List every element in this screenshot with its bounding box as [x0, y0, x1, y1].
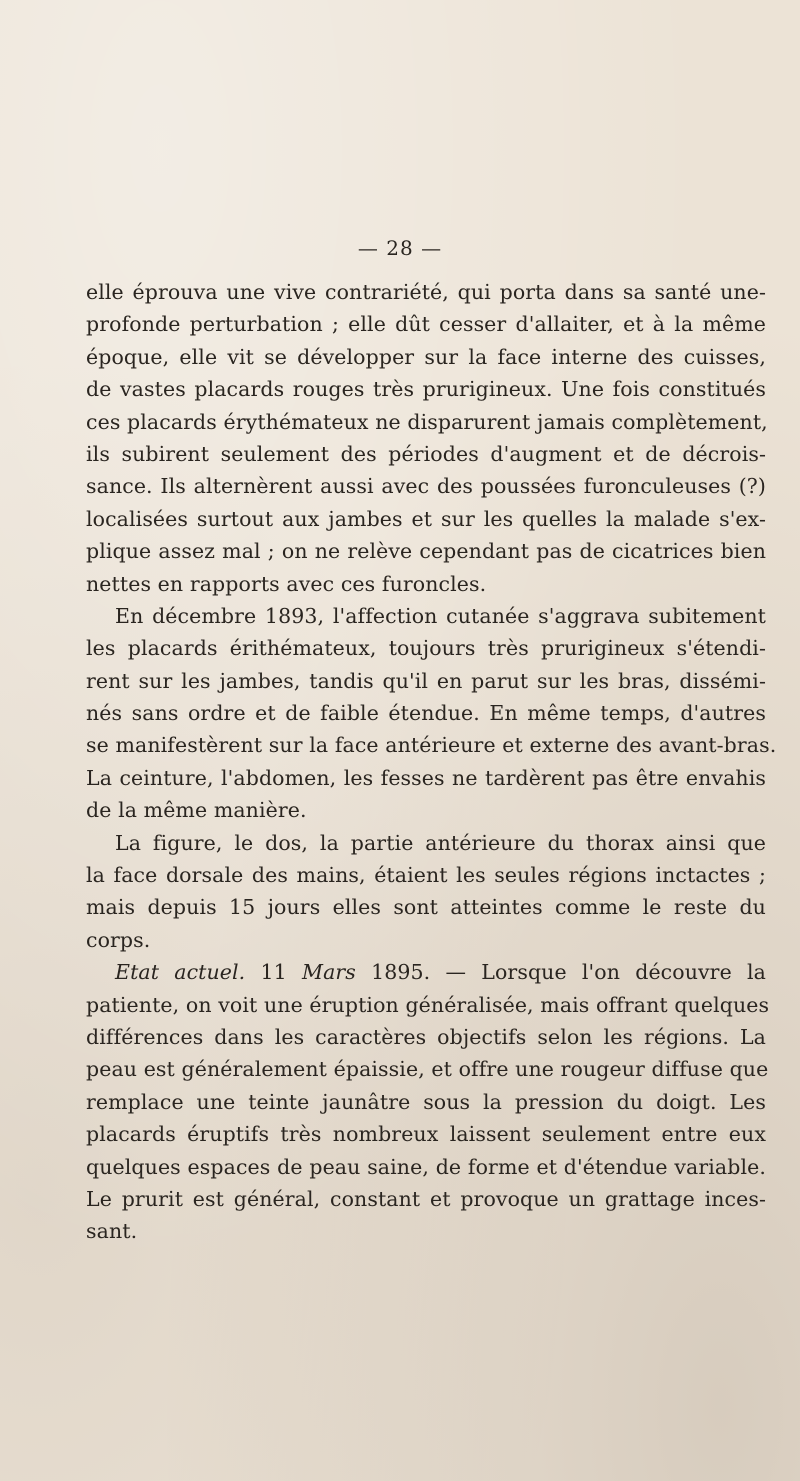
section-heading-italic: Etat actuel. — [115, 960, 246, 985]
page-number: — 28 — — [357, 236, 443, 260]
text-line: peau est généralement épaissie, et offre une rougeur diffuse que — [86, 1057, 769, 1082]
paragraph-1 — [86, 276, 766, 600]
text-line: les placards érithémateux, toujours très prurigineux s'étendi- — [86, 636, 766, 661]
text-line: nettes en rapports avec ces furoncles. — [86, 571, 487, 596]
text-line: sant. — [86, 1219, 138, 1244]
text-line: mais depuis 15 jours elles sont atteintes comme le reste du — [86, 895, 766, 920]
paragraph-4 — [86, 956, 770, 1248]
text-line: La figure, le dos, la partie antérieure du thorax ainsi que — [115, 830, 766, 855]
text-line: la face dorsale des mains, étaient les seules régions inctactes ; — [86, 863, 766, 888]
text-line: nés sans ordre et de faible étendue. En même temps, d'autres — [86, 701, 766, 726]
text-line: ces placards érythémateux ne disparurent jamais complètement, — [86, 409, 768, 434]
text-line: sance. Ils alternèrent aussi avec des poussées furonculeuses (?) — [86, 474, 766, 499]
text-line: différences dans les caractères objectifs selon les régions. La — [86, 1024, 766, 1049]
text-line: de vastes placards rouges très prurigineux. Une fois constitués — [86, 377, 766, 402]
text-line: placards éruptifs très nombreux laissent seulement entre eux — [86, 1122, 766, 1147]
text-line: elle éprouva une vive contrariété, qui porta dans sa santé une- — [86, 280, 766, 304]
text-line: ils subirent seulement des périodes d'augment et de décrois- — [86, 441, 766, 466]
text-line: époque, elle vit se développer sur la face interne des cuisses, — [86, 344, 766, 369]
paragraph-3 — [86, 827, 766, 957]
text-line: se manifestèrent sur la face antérieure et externe des avant-bras. — [86, 733, 777, 758]
text-line-etat-actuel — [86, 956, 766, 988]
text-line: Le prurit est général, constant et provoque un grattage inces- — [86, 1186, 766, 1211]
text-line: patiente, on voit une éruption généralisée, mais offrant quelques — [86, 992, 770, 1017]
text-line: En décembre 1893, l'affection cutanée s'aggrava subitement — [115, 603, 766, 628]
text-line: localisées surtout aux jambes et sur les quelles la malade s'ex- — [86, 506, 766, 531]
text-line: de la même manière. — [86, 798, 307, 823]
text-line: profonde perturbation ; elle dût cesser d'allaiter, et à la même — [86, 312, 766, 337]
date-day: 11 — [245, 960, 302, 985]
text-line: rent sur les jambes, tandis qu'il en parut sur les bras, dissémi- — [86, 668, 766, 693]
text-line: plique assez mal ; on ne relève cependant pas de cicatrices bien — [86, 539, 766, 564]
line-rest: 1895. — Lorsque l'on découvre la — [355, 960, 766, 985]
text-line: remplace une teinte jaunâtre sous la pression du doigt. Les — [86, 1089, 766, 1114]
date-month-italic: Mars — [301, 960, 356, 985]
paragraph-2 — [86, 600, 777, 827]
text-line: quelques espaces de peau saine, de forme et d'étendue variable. — [86, 1154, 766, 1179]
text-line: La ceinture, l'abdomen, les fesses ne tardèrent pas être envahis — [86, 765, 766, 790]
body-text — [86, 276, 777, 1248]
text-line: corps. — [86, 927, 151, 952]
